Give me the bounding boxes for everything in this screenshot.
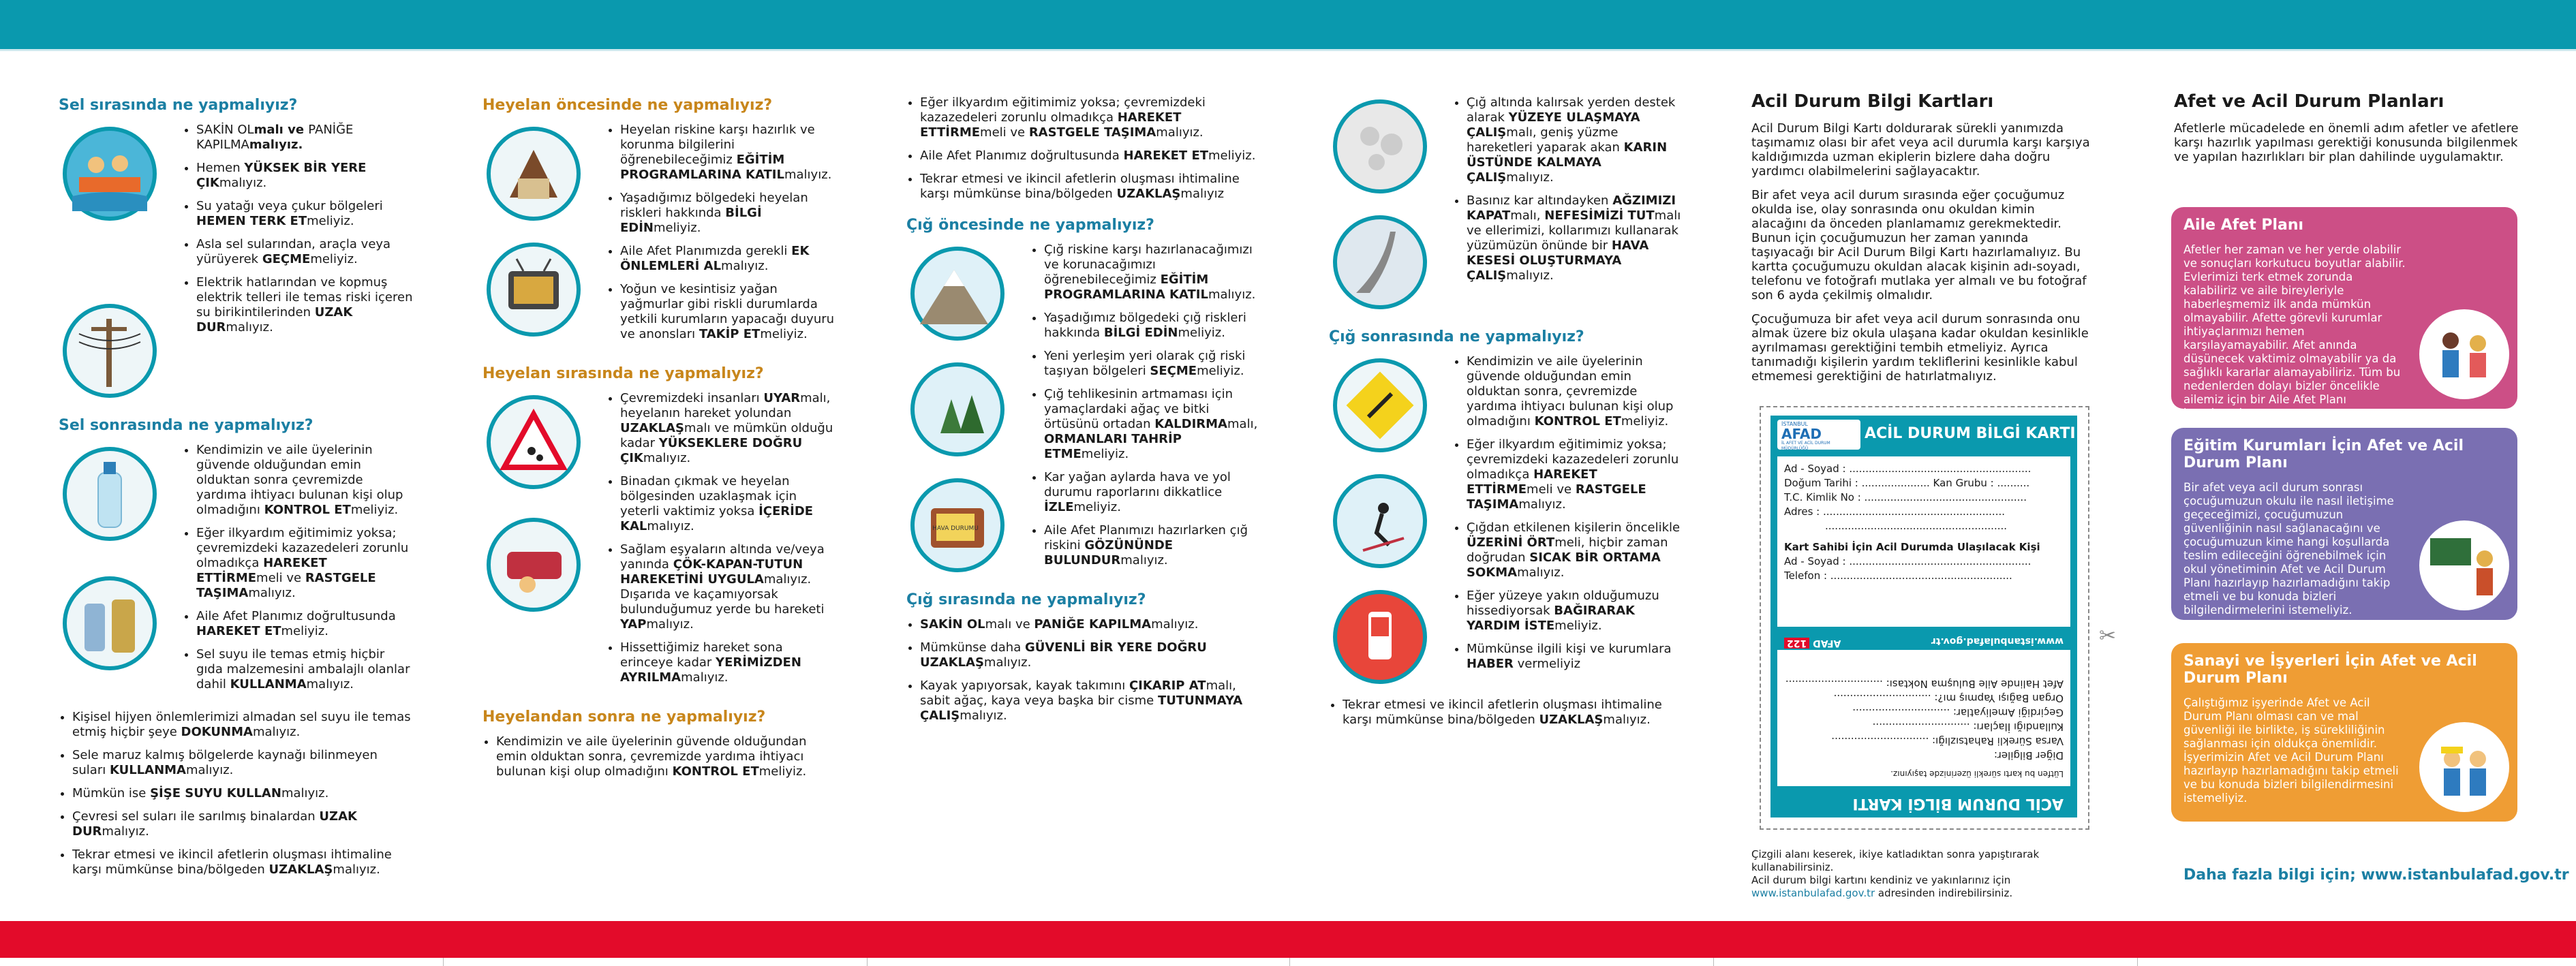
list-item: • Çığ riskine karşı hazırlanacağımızı ve korunacağımızı öğrenebileceğimiz EĞİTİM PROGRAMLARINA KATILmalıyız. <box>1044 243 1261 302</box>
emergency-cards-title: Acil Durum Bilgi Kartları <box>1751 91 1994 112</box>
house-landslide-icon <box>482 123 585 225</box>
panel-flood <box>59 82 413 886</box>
television-icon <box>482 238 585 341</box>
avalanche-before-list <box>1030 243 1261 576</box>
contact-name: Ad - Soyad : ........................................................ <box>1784 555 2031 567</box>
family-plan-title: Aile Afet Planı <box>2183 217 2304 234</box>
flood-boat-icon <box>59 123 161 225</box>
list-item: • SAKİN OLmalı ve PANİĞE KAPILMAmalıyız. <box>196 123 413 153</box>
forest-icon <box>906 358 1009 461</box>
avalanche-after-heading: Çığ sonrasında ne yapmalıyız? <box>1329 328 1584 345</box>
school-plan-card <box>2171 428 2517 620</box>
panel-landslide <box>482 82 837 788</box>
card-back-item: Kullandığı İlaçları: .............................. <box>1872 721 2064 733</box>
landslide-after-heading: Heyelandan sonra ne yapmalıyız? <box>482 708 766 726</box>
industry-plan-title: Sanayi ve İşyerleri İçin Afet ve Acil Durum Planı <box>2183 653 2477 687</box>
card-back-note: Lütfen bu kartı sürekli üzerinizde taşıyınız. <box>1890 769 2064 779</box>
scissors-icon: ✂ <box>2099 624 2117 648</box>
flood-after-block <box>59 443 413 700</box>
afad-logo: AFAD <box>1781 426 1822 442</box>
list-item: • Kayak yapıyorsak, kayak takımını ÇIKARIP ATmalı, sabit ağaç, kaya veya başka bir cisme TUTUNMAYA ÇALIŞmalıyız. <box>920 679 1261 723</box>
list-item: • Eğer ilkyardım eğitimimiz yoksa; çevremizdeki kazazedeleri zorunlu olmadıkça HAREKET ETTİRMEmeli ve RASTGELE TAŞIMAmalıyız. <box>1467 437 1683 512</box>
panel-emergency-cards <box>1751 79 2092 393</box>
card-back-item: Geçirdiği Ameliyatlar: .............................. <box>1852 706 2064 719</box>
emergency-cards-paragraph: Çocuğumuza bir afet veya acil durum sonrasında onu almak üzere biz okula ulaşana kadar okuldan kesinlikle ayrılmaması gerektiğini tembih etmeliyiz. Ayrıca tanımadığı kişilerin yardım tekliflerini kesinlikle kabul etmemesi gerektiğini de hatırlatmalıyız. <box>1751 312 2089 384</box>
list-item: • Yaşadığımız bölgedeki çığ riskleri hakkında BİLGİ EDİNmeliyiz. <box>1044 311 1261 341</box>
fold-mark <box>867 958 868 966</box>
school-plan-title: Eğitim Kurumları İçin Afet ve Acil Durum Planı <box>2183 437 2464 471</box>
skier-icon <box>1329 470 1431 572</box>
landslide-before-list <box>607 123 837 350</box>
list-item: • Çevresi sel suları ile sarılmış binalardan UZAK DURmalıyız. <box>72 809 413 839</box>
panel-avalanche-after <box>1329 95 1683 736</box>
card-title: ACİL DURUM BİLGİ KARTI <box>1865 425 2076 442</box>
avalanche-after-list <box>1453 354 1683 680</box>
power-pole-icon <box>59 300 161 402</box>
landslide-during-list <box>607 391 837 694</box>
avalanche-sign-icon <box>1329 354 1431 456</box>
fold-mark <box>443 958 444 966</box>
card-back-afad: AFAD <box>1813 638 1841 649</box>
list-item: • Basınız kar altındayken AĞZIMIZI KAPATmalı, NEFESİMİZİ TUTmalı ve ellerimizi, kollarımızı kullanarak yüzümüzün önünde bir HAVA KESESİ OLUŞTURMAYA ÇALIŞmalıyız. <box>1467 193 1683 283</box>
field-id: T.C. Kimlik No : .................................................. <box>1784 491 2027 503</box>
list-item: • Yoğun ve kesintisiz yağan yağmurlar gibi riskli durumlarda yetkili kurumların yapacağı duyuru ve anonsları TAKİP ETmeliyiz. <box>620 282 837 342</box>
card-brand-sub: İL AFET VE ACİL DURUM MÜDÜRLÜĞÜ <box>1781 441 1830 451</box>
list-item: • Çığ altında kalırsak yerden destek alarak YÜZEYE ULAŞMAYA ÇALIŞmalı, geniş yüzme hareketleri yaparak akan KARIN ÜSTÜNDE KALMAYA ÇALIŞmalıyız. <box>1467 95 1683 185</box>
list-item: • Mümkün ise ŞİŞE SUYU KULLANmalıyız. <box>72 786 413 801</box>
list-item: • Aile Afet Planımız doğrultusunda HAREKET ETmeliyiz. <box>196 609 413 639</box>
flood-after-heading: Sel sonrasında ne yapmalıyız? <box>59 417 313 434</box>
contact-phone: Telefon : ........................................................ <box>1784 570 2012 582</box>
list-item: • Sağlam eşyaların altında ve/veya yanında ÇÖK-KAPAN-TUTUN HAREKETİNİ UYGULAmalıyız. Dışarıda ve kaçamıyorsak bulunduğumuz yerde bu hareketi YAPmalıyız. <box>620 542 837 632</box>
top-band-line <box>0 49 2576 51</box>
col4-top-list <box>1453 95 1683 292</box>
avalanche-after-icons <box>1329 354 1442 688</box>
field-name: Ad - Soyad : ........................................................ <box>1784 463 2031 475</box>
list-item: • Kendimizin ve aile üyelerinin güvende olduğundan emin olduktan sonra, çevremizde yardıma ihtiyacı bulunan kişi olup olmadığını KONTROL ETmeliyiz. <box>496 734 837 779</box>
list-item: • Asla sel sularından, araçla veya yürüyerek GEÇMEmeliyiz. <box>196 237 413 267</box>
panel-disaster-plans <box>2174 79 2521 174</box>
classroom-illustration <box>2417 518 2512 613</box>
list-item: • Sel suyu ile temas etmiş hiçbir gıda malzemesini ambalajlı olanlar dahil KULLANMAmalıyız. <box>196 647 413 692</box>
list-item: • Kar yağan aylarda hava ve yol durumu raporlarını dikkatlice İZLEmeliyiz. <box>1044 470 1261 515</box>
card-back-item: Varsa Sürekli Rahatsızlığı: .............................. <box>1831 735 2064 747</box>
list-item: • Çığ tehlikesinin artmaması için yamaçlardaki ağaç ve bitki örtüsünü ortadan KALDIRMAmalı, ORMANLARI TAHRİP ETMEmeliyiz. <box>1044 387 1261 462</box>
card-back-number: 122 <box>1784 638 1809 649</box>
card-note-line: Çizgili alanı keserek, ikiye katladıktan sonra yapıştırarak kullanabilirsiniz. <box>1751 848 2040 873</box>
list-item: • Çevremizdeki insanları UYARmalı, heyelanın hareket yolundan UZAKLAŞmalı ve mümkün olduğu kadar YÜKSEKLERE DOĞRU ÇIKmalıyız. <box>620 391 837 466</box>
card-fold-strip <box>1777 629 2070 649</box>
fold-mark <box>1289 958 1290 966</box>
col4-top-block <box>1329 95 1683 313</box>
mobile-phone-icon <box>1329 586 1431 688</box>
avalanche-before-block <box>906 243 1261 576</box>
snow-burial-icon <box>1329 95 1431 198</box>
list-item: • Elektrik hatlarından ve kopmuş elektrik telleri ile temas riski içeren su birikintilerinden UZAK DURmalıyız. <box>196 275 413 335</box>
list-item: • Sele maruz kalmış bölgelerde kaynağı bilinmeyen suları KULLANMAmalıyız. <box>72 748 413 778</box>
avalanche-during-list <box>906 617 1261 723</box>
list-item: • Heyelan riskine karşı hazırlık ve korunma bilgilerini öğrenebileceğimiz EĞİTİM PROGRAMLARINA KATILmalıyız. <box>620 123 837 183</box>
list-item: • SAKİN OLmalı ve PANİĞE KAPILMAmalıyız. <box>920 617 1261 632</box>
field-birth: Doğum Tarihi : ..................... Kan Grubu : .......... <box>1784 477 2030 489</box>
list-item: • Aile Afet Planımızda gerekli EK ÖNLEMLERİ ALmalıyız. <box>620 244 837 274</box>
list-item: • Kendimizin ve aile üyelerinin güvende olduğundan emin olduktan sonra çevremizde yardıma ihtiyacı bulunan kişi olup olmadığını KONTROL ETmeliyiz. <box>196 443 413 518</box>
list-item: • Mümkünse ilgili kişi ve kurumlara HABER vermeliyiz <box>1467 642 1683 672</box>
boots-icon <box>59 572 161 674</box>
list-item: • Hissettiğimiz hareket sona erinceye kadar YERİMİZDEN AYRILMAmalıyız. <box>620 640 837 685</box>
more-info-link[interactable]: Daha fazla bilgi için; www.istanbulafad.gov.tr <box>2183 867 2569 884</box>
landslide-after-list <box>482 734 837 779</box>
disaster-plans-title: Afet ve Acil Durum Planları <box>2174 91 2444 112</box>
fold-mark <box>2137 958 2138 966</box>
water-bottle-icon <box>59 443 161 545</box>
school-plan-text: Bir afet veya acil durum sonrası çocuğumuzun okulu ile nasıl iletişime geçeceğimizi, çocuğumuzun güvenliğinin nasıl sağlanacağını ve çocuğumuzun kime hangi koşullarda teslim edileceğini öğrenebilmek için okul yönetiminin Afet ve Acil Durum Planı hazırlayıp hazırlamadığını takip etmeli ve bu konuda bizleri bilgilendirmelerini istemeliyiz. <box>2183 481 2394 617</box>
list-item: • Su yatağı veya çukur bölgeleri HEMEN TERK ETmeliyiz. <box>196 199 413 229</box>
card-brand-small: İSTANBUL <box>1781 421 1808 427</box>
disaster-plans-intro: Afetlerle mücadelede en önemli adım afetler ve afetlere karşı hazırlık yapılması gerektiği konusunda bilgilenmek ve yapılan hazırlıkları bir plan dahilinde uygulamaktır. <box>2174 121 2519 164</box>
family-plan-text: Afetler her zaman ve her yerde olabilir ve sonuçları korkutucu boyutlar alabilir. Evlerimizi terk etmek zorunda kalabiliriz ve aile bireyleriyle haberleşmemiz ilk anda mümkün olmayabilir. Afette görevli kurumlar ihtiyaçlarımızı hemen karşılayamayabilir. Afet anında düşünecek vaktimiz olmayabilir ya da sağlıklı kararlar alamayabiliriz. Tüm bu nedenlerden dolayı bizler öncelikle ailemiz için bir Aile Afet Planı hazırlamalıyız. <box>2183 243 2406 420</box>
list-item: • Kişisel hijyen önlemlerimizi almadan sel suyu ile temas etmiş hiçbir şeye DOKUNMAmalıyız. <box>72 710 413 740</box>
list-item: • Eğer ilkyardım eğitimimiz yoksa; çevremizdeki kazazedeleri zorunlu olmadıkça HAREKET ETTİRMEmeli ve RASTGELE TAŞIMAmalıyız. <box>196 526 413 601</box>
col3-top-list <box>906 95 1261 202</box>
list-item: • Binadan çıkmak ve heyelan bölgesinden uzaklaşmak için yeterli vaktimiz yoksa İÇERİDE KALmalıyız. <box>620 474 837 534</box>
card-back-item: Organ Bağışı Yapmış mı?: .............................. <box>1833 692 2064 704</box>
list-item: • Eğer ilkyardım eğitimimiz yoksa; çevremizdeki kazazedeleri zorunlu olmadıkça HAREKET ETTİRMEmeli ve RASTGELE TAŞIMAmalıyız. <box>920 95 1261 140</box>
card-body <box>1770 416 2077 817</box>
list-item: • Tekrar etmesi ve ikincil afetlerin oluşması ihtimaline karşı mümkünse bina/bölgeden UZAKLAŞmalıyız. <box>1343 698 1683 728</box>
card-back-other: Diğer Bilgiler: <box>1993 749 2064 762</box>
emergency-info-card <box>1760 406 2117 830</box>
list-item: • Tekrar etmesi ve ikincil afetlerin oluşması ihtimaline karşı mümkünse bina/bölgeden UZAKLAŞmalıyız. <box>72 847 413 877</box>
download-link[interactable]: www.istanbulafad.gov.tr <box>1751 887 1875 899</box>
list-item: • Eğer yüzeye yakın olduğumuzu hissediyorsak BAĞIRARAK YARDIM İSTEmeliyiz. <box>1467 589 1683 634</box>
card-note-line: Acil durum bilgi kartını kendiniz ve yakınlarınız için <box>1751 874 2011 886</box>
list-item: • Hemen YÜKSEK BİR YERE ÇIKmalıyız. <box>196 161 413 191</box>
workplace-illustration <box>2417 719 2512 815</box>
emergency-cards-paragraph: Acil Durum Bilgi Kartı doldurarak sürekli yanımızda taşımamız olası bir afet veya acil durumla karşı karşıya kaldığımızda uzman ekiplerin bizlere daha doğru yardımcı olabilmelerini sağlayacaktır. <box>1751 121 2090 178</box>
card-back-fields <box>1777 650 2070 786</box>
card-usage-note <box>1751 848 2092 900</box>
shelter-under-furniture-icon <box>482 514 585 616</box>
landslide-during-block <box>482 391 837 694</box>
card-back-title: ACİL DURUM BİLGİ KARTI <box>1852 795 2064 812</box>
landslide-during-icons <box>482 391 596 616</box>
list-item: • Kendimizin ve aile üyelerinin güvende olduğundan emin olduktan sonra, çevremizde yardıma ihtiyacı bulunan kişi olup olmadığını KONTROL ETmeliyiz. <box>1467 354 1683 429</box>
landslide-during-heading: Heyelan sırasında ne yapmalıyız? <box>482 365 764 382</box>
snowy-mountain-icon <box>906 243 1009 345</box>
list-item: • Aile Afet Planımız doğrultusunda HAREKET ETmeliyiz. <box>920 149 1261 163</box>
flood-during-list <box>183 123 413 343</box>
field-address: Adres : ........................................................ <box>1784 505 2006 518</box>
list-item: • Çığdan etkilenen kişilerin öncelikle ÜZERİNİ ÖRTmeli, hiçbir zaman doğrudan SICAK BİR ORTAMA SOKMAmalıyız. <box>1467 520 1683 580</box>
landslide-before-icons <box>482 123 596 341</box>
family-illustration <box>2417 307 2512 402</box>
contact-title: Kart Sahibi İçin Acil Durumda Ulaşılacak Kişi <box>1784 541 2040 553</box>
family-plan-card <box>2171 207 2517 420</box>
snowy-road-icon <box>1329 211 1431 313</box>
emergency-cards-paragraph: Bir afet veya acil durum sırasında eğer çocuğumuz okulda ise, olay sonrasında onu okuldan kimin alacağını da önceden planlamamız gerekmektedir. Bunun için çocuğumuzun her zaman yanında taşıyacağı bir Acil Durum Bilgi Kartı hazırlamalıyız. Bu kartta çocuğumuzu okuldan alacak kişinin adı-soyadı, telefonu ve fotoğrafı mutlaka yer almalı ve bu fotoğraf son 6 ayda çekilmiş olmalıdır. <box>1751 188 2087 302</box>
flood-during-block <box>59 123 413 402</box>
card-front-fields: Ad - Soyad : ........................................................ Doğum Tarihi : ..................... Kan Grubu : .......... T.C. Kimlik No : .................................................. Adres : ........................................................ ........................................................ Kart Sahibi İçin Acil Durumda Ulaşılacak Kişi Ad - Soyad : ........................................................ Telefon : ........................................................ <box>1777 456 2070 627</box>
flood-icon-group <box>59 123 172 402</box>
card-back-items <box>1784 676 2064 748</box>
fold-mark <box>1713 958 1714 966</box>
top-color-band <box>0 0 2576 49</box>
avalanche-during-heading: Çığ sırasında ne yapmalıyız? <box>906 591 1146 608</box>
list-item: • Yaşadığımız bölgedeki heyelan riskleri hakkında BİLGİ EDİNmeliyiz. <box>620 191 837 236</box>
flood-after-list <box>183 443 413 700</box>
card-header <box>1770 416 2077 454</box>
list-item: • Tekrar etmesi ve ikincil afetlerin oluşması ihtimaline karşı mümkünse bina/bölgeden UZAKLAŞmalıyız <box>920 172 1261 202</box>
industry-plan-card <box>2171 643 2517 822</box>
list-item: • Mümkünse daha GÜVENLİ BİR YERE DOĞRU UZAKLAŞmalıyız. <box>920 640 1261 670</box>
industry-plan-text: Çalıştığımız işyerinde Afet ve Acil Durum Planı olması can ve mal güvenliği ile birlikte, iş sürekliliğinin sağlanması için oldukça önemlidir. İşyerimizin Afet ve Acil Durum Planı hazırlayıp hazırlamadığını takip etmeli ve bu konuda bizleri bilgilendirmesini istemeliyiz. <box>2183 696 2399 805</box>
col4-last-list <box>1329 698 1683 728</box>
card-back-item: Afet Halinde Aile Buluşma Noktası: .............................. <box>1785 678 2064 690</box>
card-note-line: www.istanbulafad.gov.tr adresinden indirebilirsiniz. <box>1751 887 2013 899</box>
flood-after-full-list <box>59 710 413 877</box>
bottom-color-band <box>0 921 2576 958</box>
tv-label: HAVA DURUMU <box>932 525 979 532</box>
avalanche-after-block <box>1329 354 1683 688</box>
avalanche-before-heading: Çığ öncesinde ne yapmalıyız? <box>906 217 1154 234</box>
weather-tv-icon <box>906 474 1009 576</box>
landslide-before-heading: Heyelan öncesinde ne yapmalıyız? <box>482 97 773 114</box>
flood-after-icons <box>59 443 172 674</box>
landslide-before-block <box>482 123 837 350</box>
flood-during-heading: Sel sırasında ne yapmalıyız? <box>59 97 298 114</box>
rockfall-sign-icon <box>482 391 585 493</box>
card-back-header <box>1770 788 2077 817</box>
panel-avalanche-before <box>906 95 1261 732</box>
col4-top-icons <box>1329 95 1442 313</box>
list-item: • Yeni yerleşim yeri olarak çığ riski taşıyan bölgeleri SEÇMEmeliyiz. <box>1044 349 1261 379</box>
card-back-url: www.istanbulafad.gov.tr <box>1931 636 2064 646</box>
list-item: • Aile Afet Planımızı hazırlarken çığ riskini GÖZÜNÜNDE BULUNDURmalıyız. <box>1044 523 1261 568</box>
avalanche-before-icons <box>906 243 1019 576</box>
